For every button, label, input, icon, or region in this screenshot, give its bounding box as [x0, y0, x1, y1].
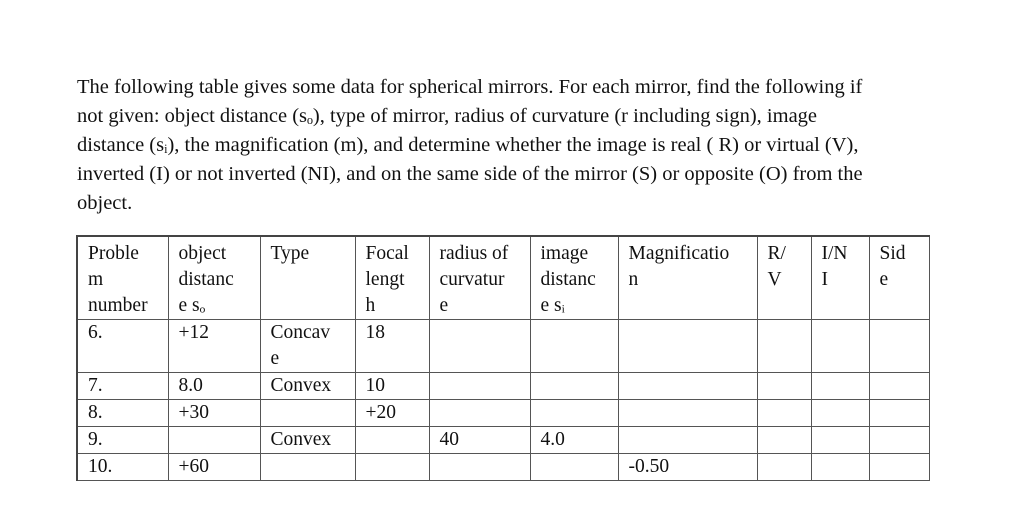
cell-mirror-type: [260, 454, 355, 481]
cell-text: [541, 400, 609, 426]
cell-text: [768, 373, 802, 399]
cell-mirror-type: [260, 427, 355, 454]
table-row: [77, 427, 929, 454]
header-text: n: [628, 269, 639, 290]
header-inverted: [811, 236, 869, 320]
cell-text: [541, 454, 609, 480]
cell-real-virtual: [757, 454, 811, 481]
cell-inverted: [811, 400, 869, 427]
header-radius-of-curvature: [429, 236, 530, 320]
cell-problem-number: [77, 400, 168, 427]
statement-line: object.: [77, 192, 133, 214]
header-text: Sid: [879, 243, 906, 264]
cell-mirror-type: [260, 320, 355, 373]
cell-text: +30: [178, 402, 209, 423]
cell-text: 18: [365, 322, 385, 343]
cell-object-distance: [168, 400, 260, 427]
cell-image-distance: [530, 400, 618, 427]
header-object-distance: [168, 236, 260, 320]
statement-line: not given: object distance (sₒ), type of mirror, radius of curvature (r including sign), image: [77, 105, 818, 127]
cell-problem-number: [77, 373, 168, 400]
cell-problem-number: [77, 454, 168, 481]
cell-image-distance: [530, 320, 618, 373]
cell-text: [880, 400, 920, 426]
statement-line: inverted (I) or not inverted (NI), and on the same side of the mirror (S) or opposite (O) from the: [77, 163, 863, 185]
cell-text: [768, 427, 802, 453]
cell-text: 9.: [88, 429, 103, 450]
cell-object-distance: [168, 454, 260, 481]
cell-side: [869, 320, 929, 373]
cell-text: Convex: [270, 429, 332, 450]
cell-radius-of-curvature: [429, 320, 530, 373]
table-header-row: [77, 236, 929, 320]
cell-text: [768, 320, 802, 346]
cell-text: [822, 400, 860, 426]
cell-magnification: [618, 320, 757, 373]
cell-text: [768, 400, 802, 426]
cell-real-virtual: [757, 373, 811, 400]
cell-text: [629, 427, 748, 453]
cell-side: [869, 373, 929, 400]
header-text: image: [540, 243, 589, 264]
cell-focal-length: [355, 373, 429, 400]
cell-inverted: [811, 320, 869, 373]
cell-text: [822, 454, 860, 480]
cell-magnification: [618, 400, 757, 427]
cell-magnification: [618, 373, 757, 400]
table-row: [77, 454, 929, 481]
cell-text: 40: [439, 429, 459, 450]
cell-text: [366, 427, 420, 453]
header-focal-length: [355, 236, 429, 320]
header-text: curvatur: [439, 269, 505, 290]
header-magnification: [618, 236, 757, 320]
cell-text: [822, 427, 860, 453]
header-mirror-type: [260, 236, 355, 320]
header-text: object: [178, 243, 227, 264]
cell-text: [271, 454, 346, 480]
table-body: [77, 236, 929, 481]
cell-magnification: [618, 427, 757, 454]
cell-mirror-type: [260, 373, 355, 400]
cell-text: +12: [178, 322, 209, 343]
cell-text: [541, 373, 609, 399]
cell-text: 10: [365, 375, 385, 396]
cell-real-virtual: [757, 400, 811, 427]
cell-text: -0.50: [628, 456, 670, 477]
cell-text: 8.0: [178, 375, 203, 396]
header-text: distanc: [178, 269, 234, 290]
mirror-data-table: [76, 235, 930, 481]
cell-text: 10.: [88, 456, 113, 477]
header-text: I/N: [821, 243, 848, 264]
cell-object-distance: [168, 427, 260, 454]
cell-text: Concav: [270, 322, 331, 343]
cell-radius-of-curvature: [429, 373, 530, 400]
cell-real-virtual: [757, 427, 811, 454]
header-text: Magnificatio: [628, 243, 730, 264]
header-real-virtual: [757, 236, 811, 320]
cell-text: e: [270, 348, 280, 369]
cell-mirror-type: [260, 400, 355, 427]
header-text: m: [88, 269, 104, 290]
cell-text: [629, 400, 748, 426]
cell-radius-of-curvature: [429, 400, 530, 427]
cell-object-distance: [168, 320, 260, 373]
cell-text: +20: [365, 402, 396, 423]
table-row: [77, 400, 929, 427]
cell-focal-length: [355, 400, 429, 427]
cell-text: [629, 373, 748, 399]
cell-text: Convex: [270, 375, 332, 396]
cell-text: [880, 373, 920, 399]
cell-inverted: [811, 427, 869, 454]
cell-text: [822, 320, 860, 346]
header-text: number: [88, 295, 148, 316]
cell-problem-number: [77, 320, 168, 373]
cell-text: [440, 400, 521, 426]
cell-side: [869, 400, 929, 427]
statement-line: distance (sᵢ), the magnification (m), and determine whether the image is real ( R) or virtual (V),: [77, 134, 859, 156]
header-text: Proble: [88, 243, 139, 264]
cell-text: [440, 373, 521, 399]
header-text: lengt: [365, 269, 405, 290]
header-text: e sᵢ: [540, 295, 565, 316]
header-problem-number: [77, 236, 168, 320]
header-text: e: [439, 295, 449, 316]
cell-image-distance: [530, 373, 618, 400]
cell-text: 4.0: [540, 429, 565, 450]
header-text: distanc: [540, 269, 596, 290]
cell-inverted: [811, 373, 869, 400]
cell-text: [541, 320, 609, 346]
cell-text: [440, 320, 521, 346]
header-text: V: [767, 269, 782, 290]
header-text: radius of: [439, 243, 509, 264]
cell-text: [629, 320, 748, 346]
header-text: Focal: [365, 243, 409, 264]
cell-text: 7.: [88, 375, 103, 396]
cell-inverted: [811, 454, 869, 481]
cell-text: 6.: [88, 322, 103, 343]
cell-text: [880, 454, 920, 480]
header-image-distance: [530, 236, 618, 320]
problem-statement: [77, 73, 927, 218]
statement-line: The following table gives some data for spherical mirrors. For each mirror, find the following if: [77, 76, 863, 98]
cell-text: [822, 373, 860, 399]
table-row: [77, 373, 929, 400]
cell-text: +60: [178, 456, 209, 477]
cell-text: [880, 427, 920, 453]
cell-real-virtual: [757, 320, 811, 373]
cell-focal-length: [355, 320, 429, 373]
cell-object-distance: [168, 373, 260, 400]
cell-text: [768, 454, 802, 480]
cell-text: [271, 400, 346, 426]
cell-focal-length: [355, 427, 429, 454]
cell-text: [880, 320, 920, 346]
table-row: [77, 320, 929, 373]
cell-magnification: [618, 454, 757, 481]
header-side: [869, 236, 929, 320]
cell-text: [366, 454, 420, 480]
header-text: R/: [767, 243, 786, 264]
cell-text: [179, 427, 251, 453]
cell-text: 8.: [88, 402, 103, 423]
header-text: Type: [270, 243, 310, 264]
cell-image-distance: [530, 454, 618, 481]
header-text: h: [365, 295, 376, 316]
header-text: I: [821, 269, 828, 290]
cell-side: [869, 427, 929, 454]
cell-image-distance: [530, 427, 618, 454]
cell-radius-of-curvature: [429, 427, 530, 454]
cell-radius-of-curvature: [429, 454, 530, 481]
header-text: e: [879, 269, 889, 290]
cell-side: [869, 454, 929, 481]
cell-focal-length: [355, 454, 429, 481]
cell-problem-number: [77, 427, 168, 454]
header-text: e sₒ: [178, 295, 206, 316]
cell-text: [440, 454, 521, 480]
